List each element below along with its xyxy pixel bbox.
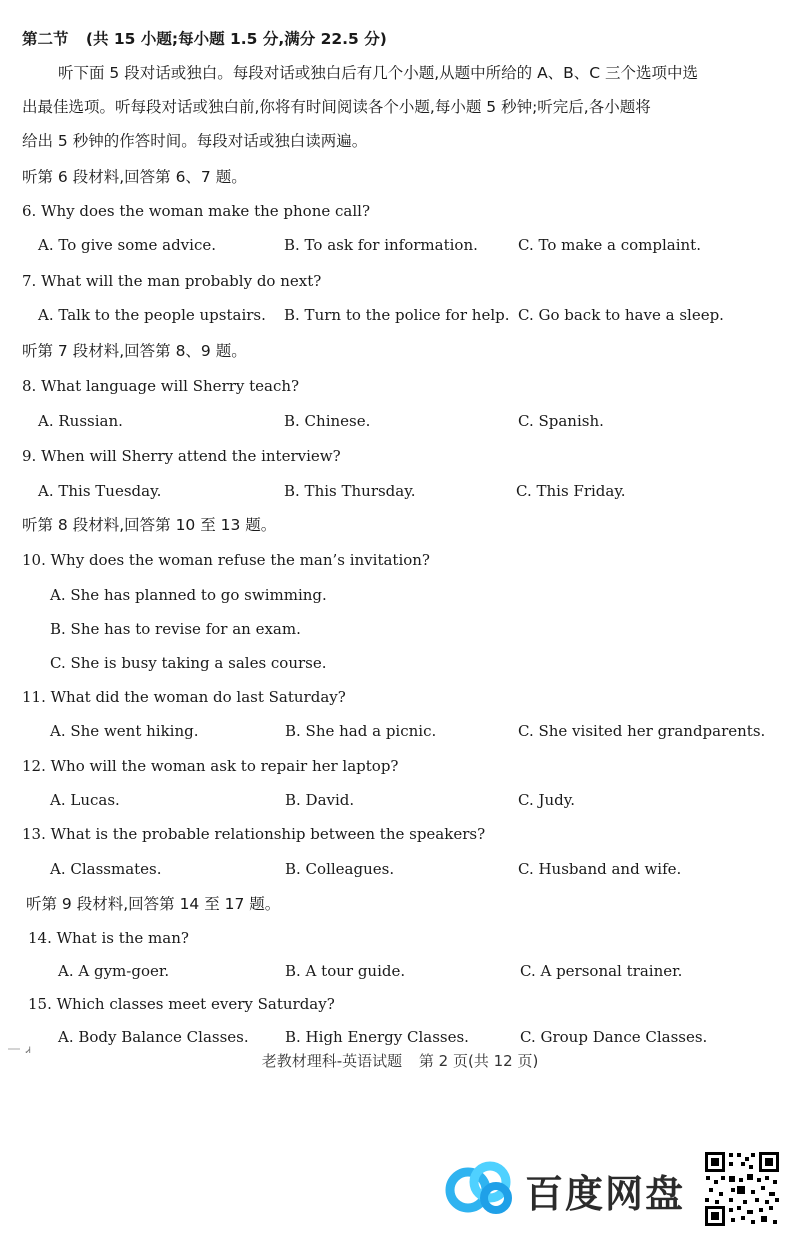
- q7-option-a[interactable]: A. Talk to the people upstairs.: [38, 306, 266, 324]
- q10-option-b[interactable]: B. She has to revise for an exam.: [50, 620, 301, 638]
- q13-option-c[interactable]: C. Husband and wife.: [518, 860, 682, 878]
- q10-option-a[interactable]: A. She has planned to go swimming.: [50, 586, 327, 604]
- section-scoring: (共 15 小题;每小题 1.5 分,满分 22.5 分): [85, 30, 387, 48]
- q11-option-c[interactable]: C. She visited her grandparents.: [518, 722, 766, 740]
- q13-option-a[interactable]: A. Classmates.: [50, 860, 162, 878]
- q8-option-b[interactable]: B. Chinese.: [284, 412, 371, 430]
- material-heading: 听第 6 段材料,回答第 6、7 题。: [22, 168, 247, 186]
- q9-option-a[interactable]: A. This Tuesday.: [38, 482, 162, 500]
- q14-option-c[interactable]: C. A personal trainer.: [520, 962, 683, 980]
- question-11: 11. What did the woman do last Saturday?: [22, 688, 346, 706]
- q15-option-c[interactable]: C. Group Dance Classes.: [520, 1028, 708, 1046]
- cloud-logo-icon: [440, 1158, 520, 1218]
- question-9: 9. When will Sherry attend the interview?: [22, 447, 341, 465]
- q12-option-b[interactable]: B. David.: [285, 791, 355, 809]
- q12-option-c[interactable]: C. Judy.: [518, 791, 576, 809]
- q13-option-b[interactable]: B. Colleagues.: [285, 860, 395, 878]
- q15-option-a[interactable]: A. Body Balance Classes.: [58, 1028, 249, 1046]
- q15-option-b[interactable]: B. High Energy Classes.: [285, 1028, 469, 1046]
- instruction-line-2: 出最佳选项。听每段对话或独白前,你将有时间阅读各个小题,每小题 5 秒钟;听完后,各小题将: [22, 98, 651, 116]
- question-7: 7. What will the man probably do next?: [22, 272, 322, 290]
- qr-code-icon[interactable]: [703, 1150, 781, 1228]
- footer-page: 第 2 页(共 12 页): [418, 1052, 539, 1070]
- section-title-text: 第二节: [22, 30, 69, 48]
- material-heading: 听第 9 段材料,回答第 14 至 17 题。: [26, 895, 281, 913]
- q6-option-b[interactable]: B. To ask for information.: [284, 236, 478, 254]
- brand-name: 百度网盘: [525, 1172, 686, 1216]
- question-14: 14. What is the man?: [28, 929, 189, 947]
- page-footer: [0, 1050, 800, 1071]
- q8-option-c[interactable]: C. Spanish.: [518, 412, 604, 430]
- question-15: 15. Which classes meet every Saturday?: [28, 995, 335, 1013]
- question-12: 12. Who will the woman ask to repair her laptop?: [22, 757, 399, 775]
- instruction-line-3: 给出 5 秒钟的作答时间。每段对话或独白读两遍。: [22, 132, 368, 150]
- q6-option-a[interactable]: A. To give some advice.: [38, 236, 216, 254]
- q10-option-c[interactable]: C. She is busy taking a sales course.: [50, 654, 327, 672]
- q6-option-c[interactable]: C. To make a complaint.: [518, 236, 701, 254]
- q7-option-b[interactable]: B. Turn to the police for help.: [284, 306, 510, 324]
- material-heading: 听第 7 段材料,回答第 8、9 题。: [22, 342, 247, 360]
- instruction-line-1: 听下面 5 段对话或独白。每段对话或独白后有几个小题,从题中所给的 A、B、C 三个选项中选: [58, 64, 699, 82]
- q8-option-a[interactable]: A. Russian.: [38, 412, 123, 430]
- q9-option-c[interactable]: C. This Friday.: [516, 482, 626, 500]
- svg-text:Ꮧ: Ꮧ: [26, 1046, 31, 1055]
- question-10: 10. Why does the woman refuse the man’s invitation?: [22, 551, 430, 569]
- q14-option-b[interactable]: B. A tour guide.: [285, 962, 406, 980]
- q7-option-c[interactable]: C. Go back to have a sleep.: [518, 306, 724, 324]
- q11-option-b[interactable]: B. She had a picnic.: [285, 722, 437, 740]
- footer-subject: 老教材理科-英语试题: [261, 1052, 403, 1070]
- question-6: 6. Why does the woman make the phone call?: [22, 202, 370, 220]
- q14-option-a[interactable]: A. A gym-goer.: [58, 962, 170, 980]
- q12-option-a[interactable]: A. Lucas.: [50, 791, 120, 809]
- q9-option-b[interactable]: B. This Thursday.: [284, 482, 416, 500]
- material-heading: 听第 8 段材料,回答第 10 至 13 题。: [22, 516, 277, 534]
- question-8: 8. What language will Sherry teach?: [22, 377, 300, 395]
- q11-option-a[interactable]: A. She went hiking.: [50, 722, 199, 740]
- question-13: 13. What is the probable relationship between the speakers?: [22, 825, 486, 843]
- section-title: [22, 28, 387, 50]
